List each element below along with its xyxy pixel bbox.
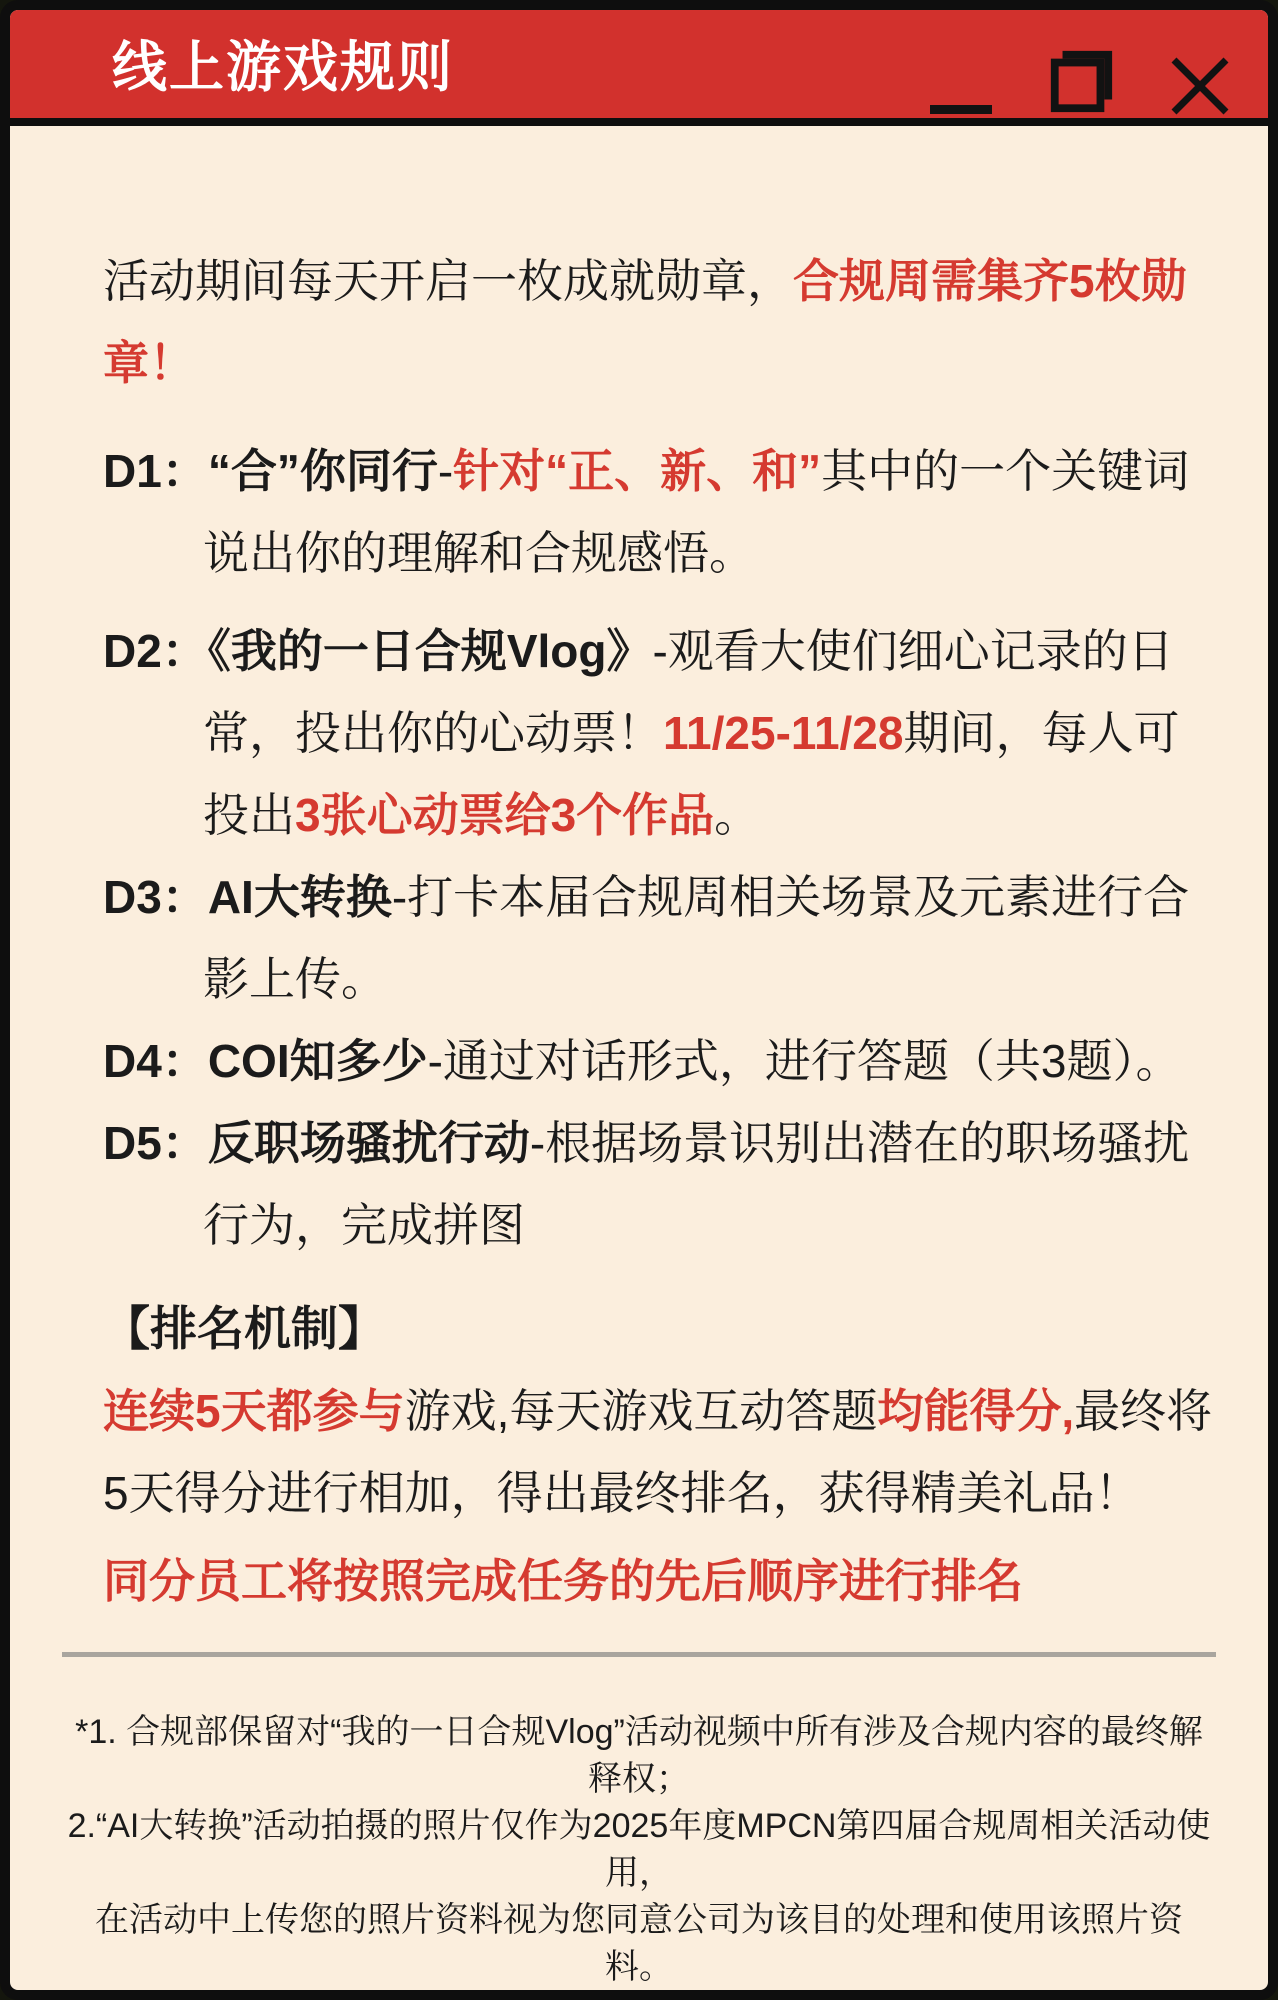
text-segment: 反职场骚扰行动 xyxy=(207,1117,530,1169)
rule-item-d4 xyxy=(103,1020,1216,1102)
maximize-button[interactable] xyxy=(1046,46,1116,118)
ranking-paragraph xyxy=(103,1370,1216,1534)
intro-paragraph xyxy=(103,240,1216,404)
rule-item-d3 xyxy=(103,856,1216,1020)
rule-label: D5： xyxy=(103,1117,208,1169)
rule-item-d1 xyxy=(103,430,1216,594)
footnote-line: *1. 合规部保留对“我的一日合规Vlog”活动视频中所有涉及合规内容的最终解释权； xyxy=(75,1713,1203,1798)
title-bar xyxy=(10,10,1268,126)
text-segment: 《我的一日合规Vlog》 xyxy=(207,625,653,677)
ranking-heading: 【排名机制】 xyxy=(103,1302,385,1355)
text-segment: 期间，每人可投出 xyxy=(203,707,1180,841)
rules-content xyxy=(62,240,1216,1622)
rule-label: D4： xyxy=(103,1035,208,1087)
text-segment: “合”你同行 xyxy=(207,445,438,497)
dialog-title: 线上游戏规则 xyxy=(112,35,455,98)
footnote-line: 2.“AI大转换”活动拍摄的照片仅作为2025年度MPCN第四届合规周相关活动使用， xyxy=(67,1807,1211,1892)
rule-item-d5 xyxy=(103,1102,1216,1266)
maximize-icon xyxy=(1046,46,1116,116)
footnote-line: 在活动中上传您的照片资料视为您同意公司为该目的处理和使用该照片资料。 xyxy=(95,1901,1183,1986)
rule-label: D3： xyxy=(103,871,208,923)
text-segment: 连续5天都参与 xyxy=(103,1385,405,1437)
text-segment: -打卡本届合规周相关场景及元素进行合影上传。 xyxy=(203,871,1190,1005)
tiebreak-note: 同分员工将按照完成任务的先后顺序进行排名 xyxy=(103,1555,1023,1607)
close-icon xyxy=(1170,56,1230,116)
rule-label: D2： xyxy=(103,625,208,677)
text-segment: 游戏,每天游戏互动答题 xyxy=(404,1385,878,1437)
text-segment: 。 xyxy=(714,789,761,841)
text-segment: 均能得分, xyxy=(877,1385,1075,1437)
text-segment: 其中的一个关键词说出你的理解和合规感悟。 xyxy=(203,445,1190,579)
close-button[interactable] xyxy=(1170,56,1230,118)
text-segment: -通过对话形式，进行答题（共3题）。 xyxy=(427,1035,1182,1087)
text-segment: 针对“正、新、和” xyxy=(453,445,822,497)
dialog-body xyxy=(10,126,1268,1991)
minimize-icon xyxy=(930,105,992,114)
text-segment: 11/25-11/28 xyxy=(663,707,904,759)
text-segment: 3张心动票给3个作品 xyxy=(295,789,715,841)
text-segment: -观看大使们细心记录的日常，投出你的心动票！ xyxy=(203,625,1174,759)
rules-list xyxy=(103,430,1216,1266)
text-segment: - xyxy=(437,445,454,497)
text-segment: -根据场景识别出潜在的职场骚扰行为，完成拼图 xyxy=(203,1117,1190,1251)
footnotes xyxy=(62,1709,1216,1991)
rule-item-d2 xyxy=(103,610,1216,856)
text-segment: COI知多少 xyxy=(207,1035,428,1087)
minimize-button[interactable] xyxy=(930,105,992,118)
text-segment: 活动期间每天开启一枚成就勋章， xyxy=(103,255,793,307)
window-controls xyxy=(930,10,1230,118)
text-segment: 合规周需集齐5枚勋章！ xyxy=(103,255,1187,389)
divider xyxy=(62,1652,1216,1657)
rule-label: D1： xyxy=(103,445,208,497)
text-segment: 最终将5天得分进行相加，得出最终排名，获得精美礼品！ xyxy=(103,1385,1213,1519)
text-segment: AI大转换 xyxy=(207,871,392,923)
